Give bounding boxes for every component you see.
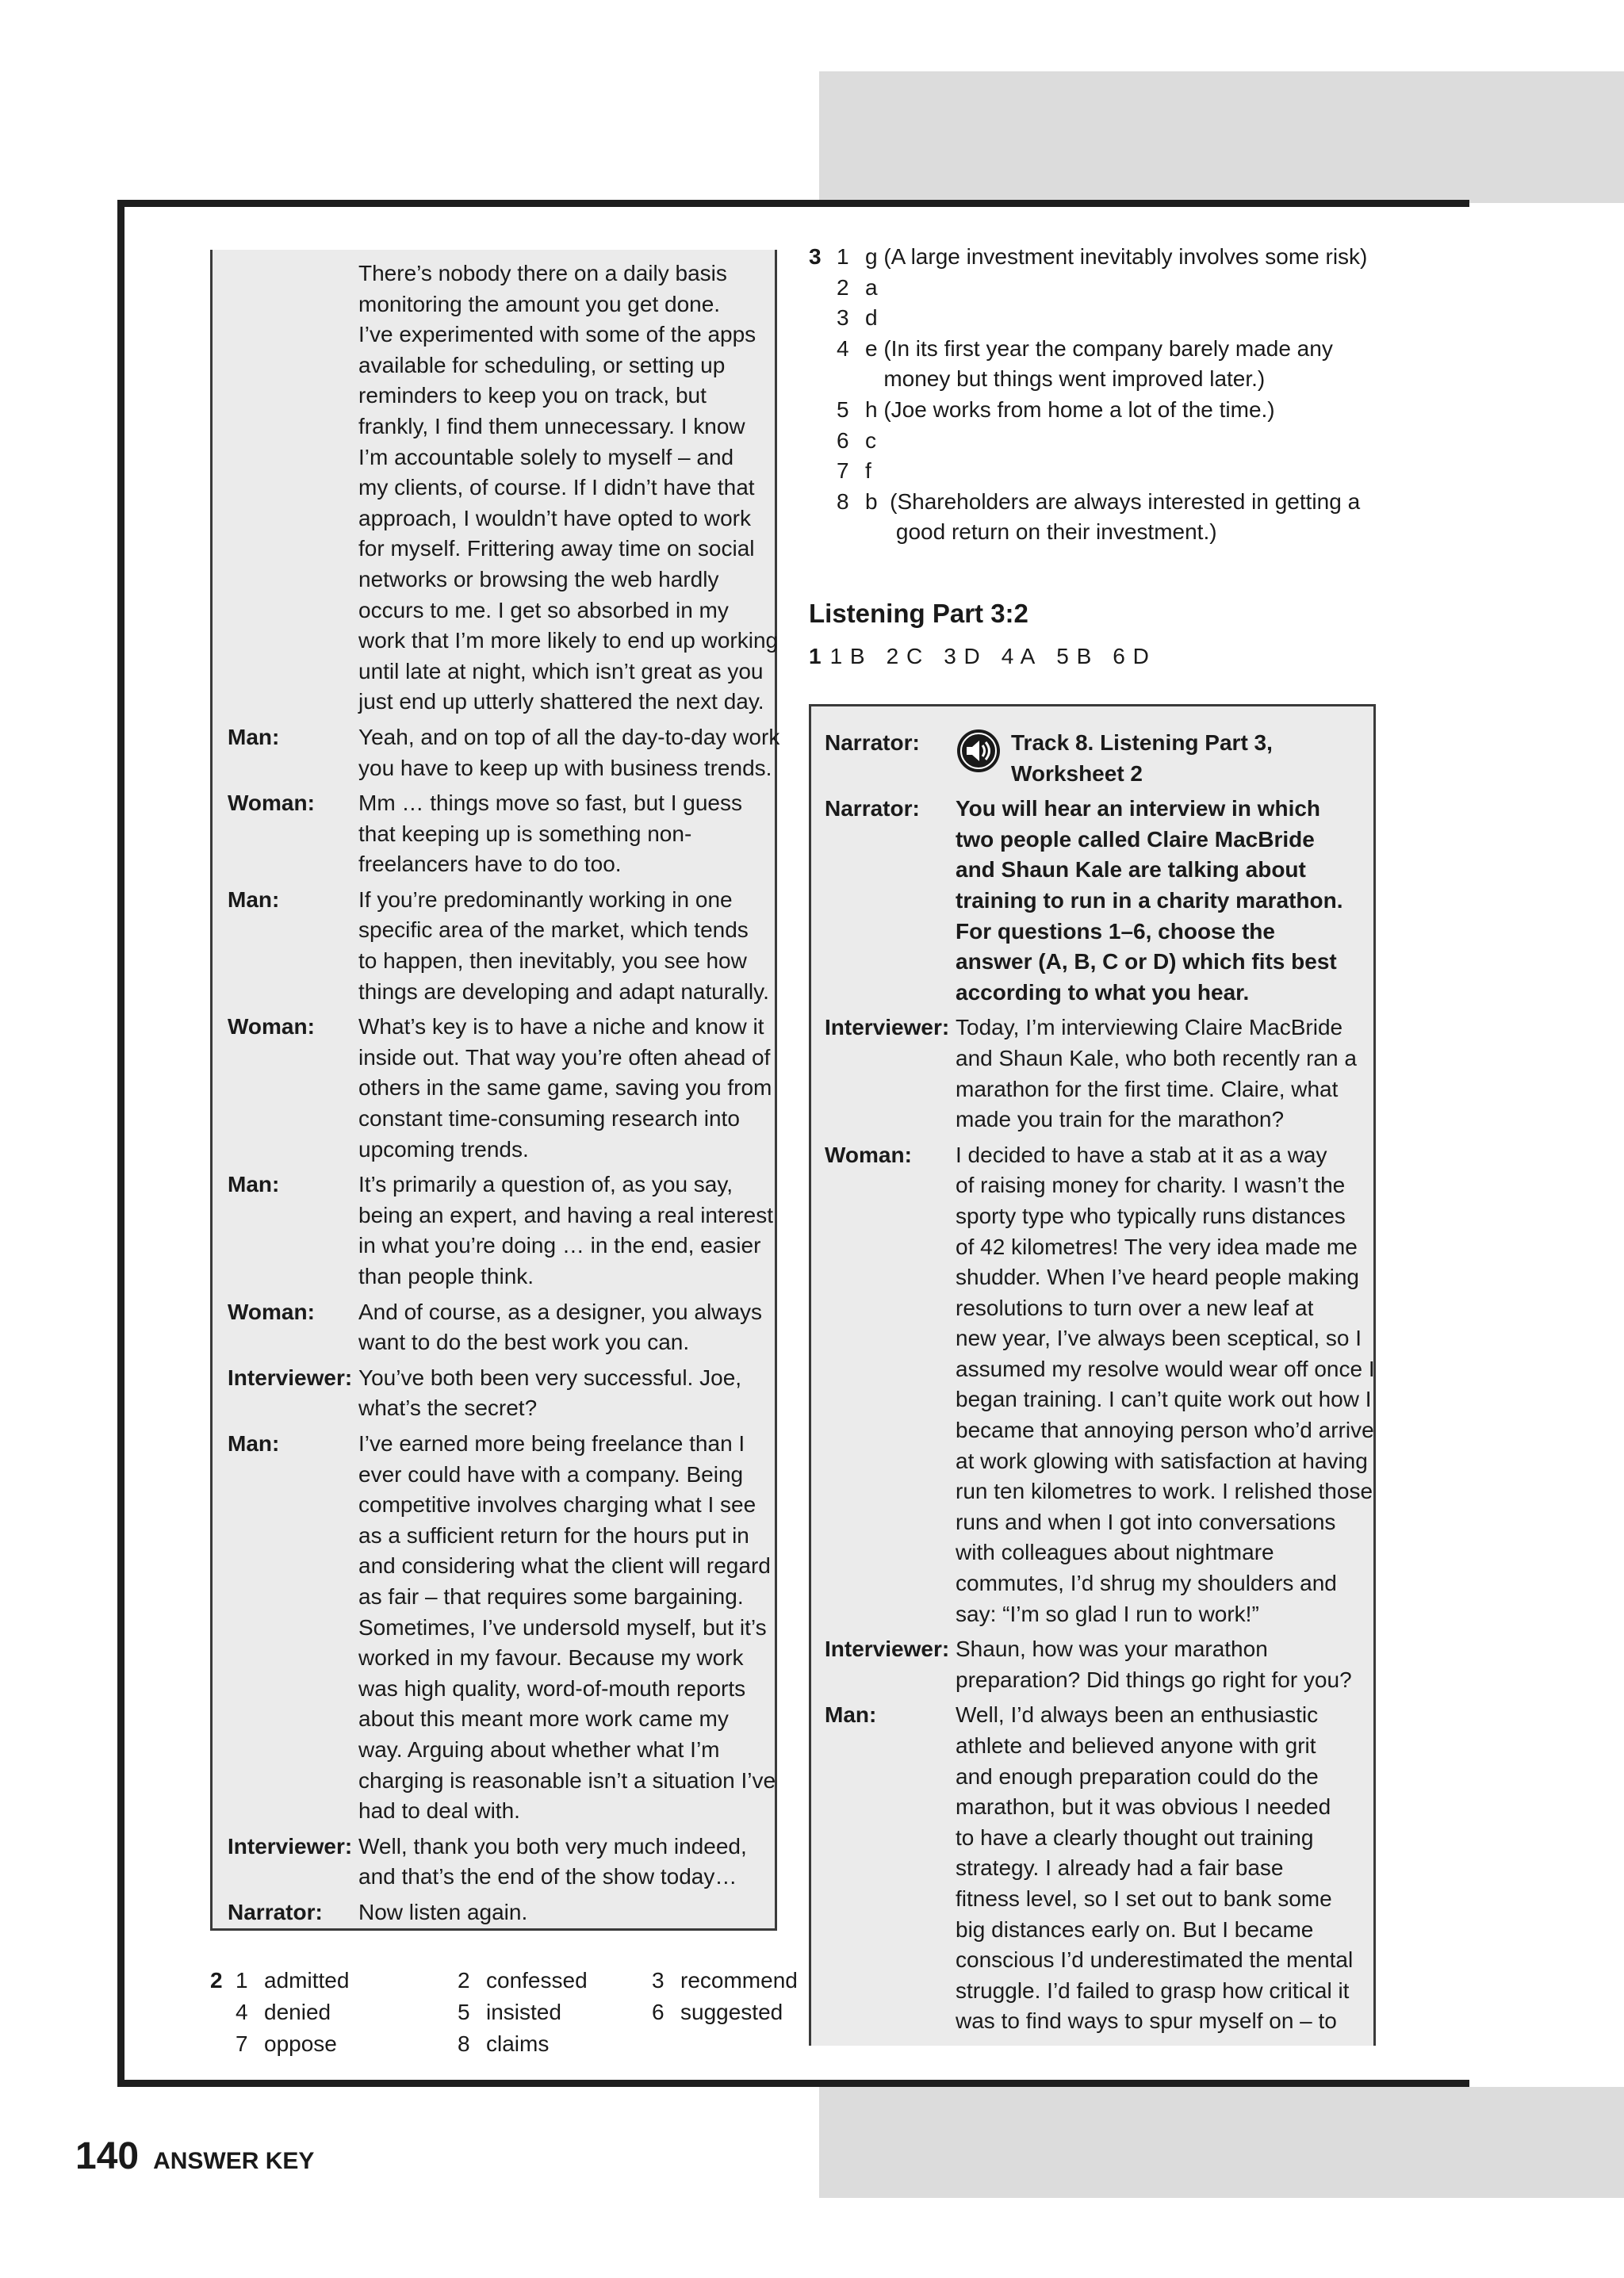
speaker-icon — [956, 728, 1002, 774]
transcript-line: Well, thank you both very much indeed, — [358, 1833, 747, 1859]
answer-text — [865, 273, 1380, 304]
right-transcript — [825, 728, 1375, 2042]
question-number — [809, 273, 837, 304]
transcript-line: at work glowing with satisfaction at having — [956, 1448, 1368, 1473]
transcript-line: Mm … things move so fast, but I guess — [358, 791, 742, 816]
transcript-line: I’ve experimented with some of the apps — [358, 322, 756, 347]
transcript-text — [358, 1012, 771, 1165]
answer-line: d — [865, 305, 878, 331]
transcript-line: to happen, then inevitably, you see how — [358, 948, 747, 974]
item-number: 1 — [236, 1968, 248, 1993]
question-number — [809, 456, 837, 487]
transcript-line: approach, I wouldn’t have opted to work — [358, 505, 751, 530]
answer-item — [809, 487, 1380, 548]
transcript-line: constant time-consuming research into — [358, 1106, 740, 1131]
item-number: 2 — [837, 274, 849, 300]
transcript-line: things are developing and adapt naturally. — [358, 978, 769, 1004]
speaker-label — [228, 258, 358, 718]
transcript-line: made you train for the marathon? — [956, 1107, 1285, 1132]
transcript-line: was high quality, word-of-mouth reports — [358, 1675, 746, 1701]
answer-item — [458, 1965, 652, 1997]
answer-word: denied — [264, 2000, 331, 2024]
question-2-answers — [210, 1965, 797, 2060]
transcript-line: my clients, of course. If I didn’t have that — [358, 475, 755, 500]
transcript-line: was to find ways to spur myself on – to — [956, 2008, 1337, 2034]
transcript-line: reminders to keep you on track, but — [358, 383, 707, 408]
transcript-line: You’ve both been very successful. Joe, — [358, 1365, 742, 1390]
transcript-line: runs and when I got into conversations — [956, 1509, 1336, 1534]
transcript-line: answer (A, B, C or D) which fits best — [956, 949, 1337, 974]
answer-line: e (In its first year the company barely made any — [865, 335, 1333, 361]
transcript-entry — [228, 1897, 767, 1928]
transcript-line: shudder. When I’ve heard people making — [956, 1265, 1359, 1290]
speaker-label: Narrator: — [228, 1899, 323, 1924]
transcript-line: worked in my favour. Because my work — [358, 1645, 744, 1671]
transcript-entry — [825, 1140, 1375, 1630]
transcript-line: monitoring the amount you get done. — [358, 291, 721, 316]
transcript-entry — [228, 1363, 767, 1424]
answer-line: c — [865, 427, 876, 453]
transcript-line: specific area of the market, which tends — [358, 917, 749, 943]
transcript-line: I’ve earned more being freelance than I — [358, 1430, 745, 1456]
transcript-line: If you’re predominantly working in one — [358, 886, 733, 912]
answer-word: suggested — [680, 2000, 783, 2024]
answer-item — [809, 426, 1380, 457]
transcript-line: available for scheduling, or setting up — [358, 352, 726, 377]
answer-text — [865, 303, 1380, 334]
speaker-label: Narrator: — [825, 796, 920, 821]
answer-text — [865, 395, 1380, 426]
transcript-entry — [228, 1297, 767, 1358]
transcript-line: Now listen again. — [358, 1899, 528, 1924]
question-number — [809, 487, 837, 548]
transcript-line: want to do the best work you can. — [358, 1330, 690, 1355]
answer-item — [236, 1965, 458, 1997]
transcript-line: of raising money for charity. I wasn’t the — [956, 1173, 1346, 1198]
transcript-line: For questions 1–6, choose the — [956, 918, 1275, 944]
question-3-answers — [809, 242, 1380, 548]
answer-item: 4 A — [1001, 644, 1036, 668]
answer-word: recommend — [680, 1968, 798, 1993]
speaker-label: Woman: — [825, 1142, 912, 1167]
speaker-label: Woman: — [228, 1299, 315, 1324]
transcript-entry — [825, 794, 1372, 1008]
listening-answers-line — [809, 644, 1170, 669]
transcript-text — [358, 788, 767, 880]
transcript-line: being an expert, and having a real interest — [358, 1202, 774, 1227]
transcript-text — [358, 1170, 774, 1292]
left-transcript — [228, 258, 780, 1932]
answer-word: confessed — [486, 1968, 588, 1993]
transcript-line: Shaun, how was your marathon — [956, 1637, 1268, 1662]
transcript-line: than people think. — [358, 1264, 534, 1288]
speaker-label: Interviewer: — [228, 1365, 353, 1390]
transcript-line: of 42 kilometres! The very idea made me — [956, 1234, 1358, 1259]
transcript-line: for myself. Frittering away time on social — [358, 536, 755, 561]
track-title — [1011, 728, 1273, 789]
speaker-label: Interviewer: — [228, 1833, 353, 1859]
transcript-line: sporty type who typically runs distances — [956, 1203, 1346, 1228]
transcript-line: There’s nobody there on a daily basis — [358, 261, 727, 285]
transcript-line: competitive involves charging what I see — [358, 1492, 756, 1518]
footer-label: ANSWER KEY — [153, 2148, 315, 2174]
decorative-gray-band-top — [819, 71, 1624, 203]
answer-item — [809, 273, 1380, 304]
item-number: 3 — [652, 1968, 665, 1993]
transcript-line: It’s primarily a question of, as you say, — [358, 1172, 733, 1197]
transcript-line: What’s key is to have a niche and know it — [358, 1014, 764, 1039]
item-number: 8 — [458, 2031, 470, 2056]
transcript-line: new year, I’ve always been sceptical, so I — [956, 1326, 1362, 1351]
answer-line: b (Shareholders are always interested in getting a — [865, 488, 1361, 514]
answer-item: 5 B — [1056, 644, 1093, 668]
transcript-line: You will hear an interview in which — [956, 796, 1321, 821]
item-number: 5 — [458, 2000, 470, 2024]
answer-text — [865, 426, 1380, 457]
transcript-entry — [825, 1013, 1372, 1135]
transcript-line: upcoming trends. — [358, 1136, 529, 1162]
transcript-text — [358, 1832, 767, 1893]
transcript-entry — [228, 1170, 774, 1292]
transcript-line: way. Arguing about whether what I’m — [358, 1736, 720, 1762]
transcript-line: and Shaun Kale are talking about — [956, 857, 1306, 882]
transcript-line: became that annoying person who’d arrive — [956, 1418, 1374, 1443]
answer-item: 3 D — [944, 644, 981, 668]
transcript-line: struggle. I’d failed to grasp how critical it — [956, 1977, 1350, 2003]
transcript-line: and considering what the client will regard — [358, 1553, 771, 1579]
transcript-line: resolutions to turn over a new leaf at — [956, 1295, 1314, 1320]
transcript-line: And of course, as a designer, you always — [358, 1299, 762, 1324]
transcript-line: and that’s the end of the show today… — [358, 1864, 737, 1889]
transcript-line: ever could have with a company. Being — [358, 1461, 744, 1487]
decorative-gray-band-bottom — [819, 2087, 1624, 2198]
transcript-line: big distances early on. But I became — [956, 1916, 1314, 1942]
answer-item — [458, 1997, 652, 2028]
transcript-line: Sometimes, I’ve undersold myself, but it’s — [358, 1614, 767, 1640]
speaker-label: Man: — [228, 886, 280, 912]
track-entry — [825, 728, 1372, 789]
transcript-line: you have to keep up with business trends. — [358, 755, 772, 780]
answer-text — [865, 334, 1380, 395]
speaker-label: Interviewer: — [825, 1637, 950, 1662]
transcript-text — [956, 1634, 1372, 1695]
transcript-line: I decided to have a stab at it as a way — [956, 1142, 1327, 1167]
transcript-line: fitness level, so I set out to bank some — [956, 1886, 1332, 1911]
transcript-entry — [228, 1832, 767, 1893]
transcript-line: two people called Claire MacBride — [956, 826, 1315, 852]
transcript-line: Today, I’m interviewing Claire MacBride — [956, 1015, 1343, 1040]
transcript-line: preparation? Did things go right for you? — [956, 1667, 1352, 1692]
transcript-line: training to run in a charity marathon. — [956, 887, 1343, 913]
page-footer — [75, 2134, 314, 2178]
transcript-text — [358, 1429, 776, 1827]
answer-text — [865, 242, 1380, 273]
item-number: 7 — [236, 2031, 248, 2056]
transcript-line: in what you’re doing … in the end, easier — [358, 1233, 761, 1258]
transcript-entry — [228, 258, 779, 718]
transcript-line: I’m accountable solely to myself – and — [358, 444, 734, 469]
transcript-line: others in the same game, saving you from — [358, 1075, 772, 1101]
transcript-line: inside out. That way you’re often ahead of — [358, 1044, 771, 1070]
answer-line: h (Joe works from home a lot of the time.) — [865, 396, 1275, 422]
speaker-label: Narrator: — [825, 730, 920, 755]
transcript-entry — [228, 885, 767, 1007]
answer-word: claims — [486, 2031, 550, 2056]
speaker-label: Man: — [228, 1172, 280, 1197]
transcript-line: work that I’m more likely to end up working — [358, 628, 779, 653]
speaker-label: Man: — [228, 724, 280, 749]
transcript-entry — [228, 1429, 776, 1827]
item-number: 2 — [458, 1968, 470, 1993]
transcript-text — [358, 1363, 767, 1424]
answer-item: 6 D — [1113, 644, 1150, 668]
answer-line: good return on their investment.) — [865, 519, 1217, 545]
answer-grid — [236, 1965, 797, 2060]
answer-item: 1 B — [829, 644, 866, 668]
transcript-entry — [825, 1634, 1372, 1695]
transcript-text — [358, 1897, 767, 1928]
transcript-text — [956, 1140, 1375, 1630]
transcript-text — [358, 722, 780, 783]
transcript-line: Well, I’d always been an enthusiastic — [956, 1702, 1319, 1728]
speaker-label: Man: — [825, 1702, 877, 1728]
answer-line: g (A large investment inevitably involves some risk) — [865, 244, 1368, 269]
section-title: Listening Part 3:2 — [809, 599, 1028, 628]
item-number: 7 — [837, 458, 849, 484]
track-line: Worksheet 2 — [1011, 760, 1143, 786]
transcript-line: that keeping up is something non- — [358, 821, 692, 846]
answer-item — [652, 1997, 822, 2028]
transcript-line: according to what you hear. — [956, 979, 1250, 1005]
transcript-line: Yeah, and on top of all the day-to-day work — [358, 724, 780, 749]
question-number: 3 — [809, 244, 822, 269]
page-number: 140 — [75, 2135, 140, 2177]
item-number: 1 — [837, 244, 849, 269]
question-number — [809, 395, 837, 426]
transcript-line: conscious I’d underestimated the mental — [956, 1947, 1354, 1973]
answer-line: money but things went improved later.) — [865, 366, 1266, 392]
track-line: Track 8. Listening Part 3, — [1011, 730, 1273, 755]
item-number: 6 — [837, 427, 849, 453]
transcript-line: marathon, but it was obvious I needed — [956, 1794, 1331, 1820]
answer-text — [865, 456, 1380, 487]
item-number: 8 — [837, 488, 849, 514]
answer-word: insisted — [486, 2000, 561, 2024]
track-info — [956, 728, 1372, 789]
transcript-line: marathon for the first time. Claire, what — [956, 1076, 1339, 1101]
speaker-label: Man: — [228, 1430, 280, 1456]
answer-line: f — [865, 458, 871, 484]
answer-word: admitted — [264, 1968, 350, 1993]
transcript-line: began training. I can’t quite work out how I — [956, 1387, 1372, 1412]
transcript-line: say: “I’m so glad I run to work!” — [956, 1601, 1259, 1626]
transcript-line: as a sufficient return for the hours put in — [358, 1522, 749, 1548]
answer-item — [236, 2028, 458, 2060]
transcript-line: occurs to me. I get so absorbed in my — [358, 597, 729, 622]
transcript-text — [358, 1297, 767, 1358]
answer-item — [809, 456, 1380, 487]
transcript-text — [956, 1700, 1372, 2037]
transcript-line: and enough preparation could do the — [956, 1763, 1319, 1789]
transcript-text — [358, 258, 779, 718]
transcript-entry — [228, 788, 767, 880]
question-number — [809, 426, 837, 457]
answer-item — [458, 2028, 652, 2060]
item-number: 4 — [837, 335, 849, 361]
answer-item — [809, 303, 1380, 334]
transcript-line: had to deal with. — [358, 1798, 520, 1824]
answer-item — [809, 334, 1380, 395]
question-number: 1 — [809, 644, 822, 668]
question-number — [809, 334, 837, 395]
answer-item — [809, 242, 1380, 273]
answer-text — [865, 487, 1380, 548]
speaker-label: Woman: — [228, 1014, 315, 1039]
transcript-line: what’s the secret? — [358, 1396, 538, 1421]
transcript-line: to have a clearly thought out training — [956, 1824, 1314, 1850]
transcript-entry — [228, 1012, 772, 1165]
transcript-line: networks or browsing the web hardly — [358, 566, 719, 592]
transcript-entry — [228, 722, 780, 783]
answer-word: oppose — [264, 2031, 337, 2056]
answer-item — [652, 1965, 822, 1997]
transcript-line: freelancers have to do too. — [358, 852, 622, 877]
item-number: 6 — [652, 2000, 665, 2024]
item-number: 5 — [837, 396, 849, 422]
transcript-text — [956, 1013, 1372, 1135]
transcript-line: run ten kilometres to work. I relished those — [956, 1479, 1373, 1504]
transcript-line: commutes, I’d shrug my shoulders and — [956, 1571, 1337, 1596]
transcript-line: frankly, I find them unnecessary. I know — [358, 413, 745, 438]
speaker-label: Interviewer: — [825, 1015, 950, 1040]
transcript-line: until late at night, which isn’t great as you — [358, 658, 764, 683]
transcript-text — [956, 794, 1372, 1008]
speaker-label: Woman: — [228, 791, 315, 816]
transcript-line: charging is reasonable isn’t a situation I’ve — [358, 1767, 776, 1793]
transcript-line: athlete and believed anyone with grit — [956, 1733, 1316, 1758]
answer-line: a — [865, 274, 878, 300]
question-number — [809, 303, 837, 334]
transcript-entry — [825, 1700, 1372, 2037]
answer-item — [809, 395, 1380, 426]
question-number: 2 — [210, 1968, 223, 1993]
transcript-line: with colleagues about nightmare — [956, 1540, 1274, 1565]
transcript-line: just end up utterly shattered the next day. — [358, 689, 764, 714]
item-number: 4 — [236, 2000, 248, 2024]
item-number: 3 — [837, 305, 849, 331]
transcript-line: strategy. I already had a fair base — [956, 1855, 1284, 1881]
answer-item — [236, 1997, 458, 2028]
answer-item: 2 C — [886, 644, 924, 668]
transcript-line: as fair – that requires some bargaining. — [358, 1583, 744, 1609]
transcript-line: about this meant more work came my — [358, 1706, 729, 1732]
transcript-line: assumed my resolve would wear off once I — [956, 1356, 1375, 1381]
transcript-line: and Shaun Kale, who both recently ran a — [956, 1045, 1357, 1070]
transcript-text — [358, 885, 769, 1007]
